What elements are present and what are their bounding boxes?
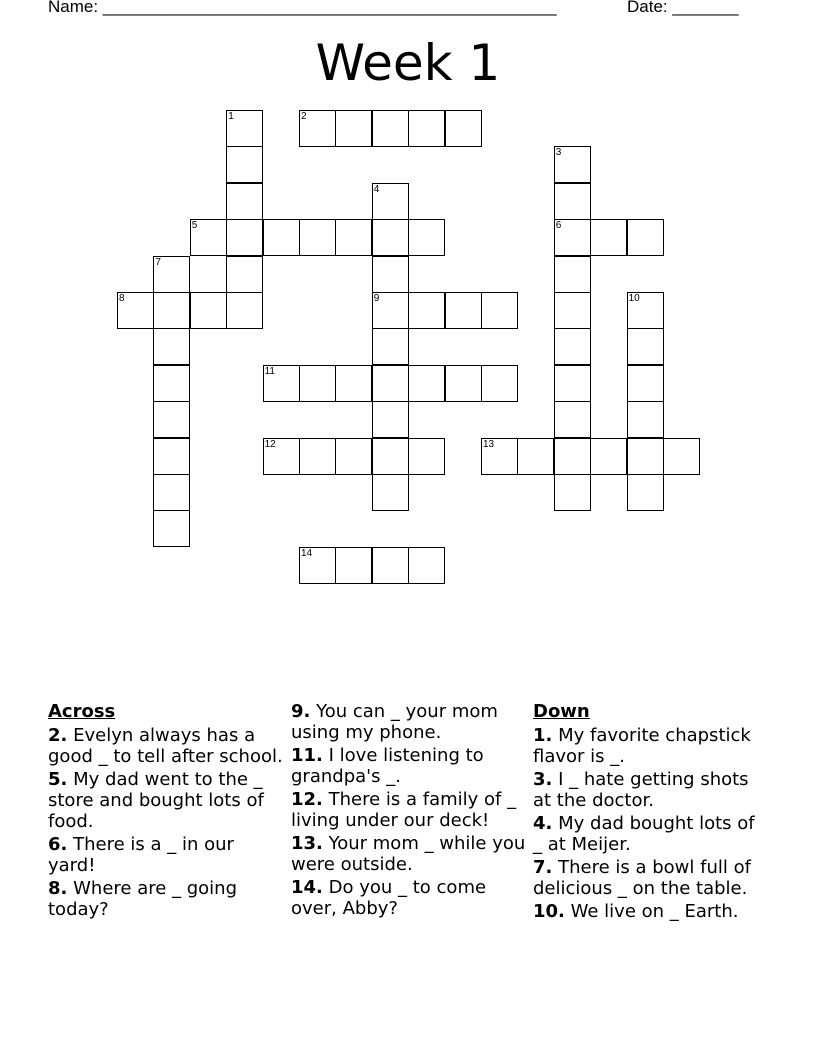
name-field[interactable]: Name: ________________________________________________ (48, 0, 557, 16)
clue-number: 2 (301, 111, 307, 122)
clue-number: 10 (628, 293, 640, 304)
clue-column-1 (48, 701, 283, 922)
clue-number: 3 (555, 147, 562, 159)
grid-cell[interactable] (226, 292, 263, 329)
grid-cell[interactable] (445, 292, 482, 329)
clue-across-13: 13. Your mom _ while you were outside. (291, 833, 526, 875)
grid-cell[interactable] (299, 110, 336, 147)
grid-cell[interactable] (153, 510, 190, 547)
grid-cell[interactable] (554, 219, 591, 256)
clue-down-1: 1. My favorite chapstick flavor is _. (533, 725, 751, 767)
grid-cell[interactable] (590, 438, 627, 475)
grid-cell[interactable] (335, 438, 372, 475)
across-heading: Across (48, 701, 116, 722)
grid-cell[interactable] (299, 547, 336, 584)
grid-cell[interactable] (153, 474, 190, 511)
clue-number: 7 (155, 256, 161, 268)
grid-cell[interactable] (226, 256, 263, 293)
grid-cell[interactable] (335, 365, 372, 402)
grid-cell[interactable] (372, 110, 409, 147)
grid-cell[interactable] (627, 219, 664, 256)
grid-cell[interactable] (372, 219, 409, 256)
grid-cell[interactable] (263, 219, 300, 256)
grid-cell[interactable] (481, 292, 518, 329)
grid-cell[interactable] (372, 328, 409, 365)
clue-column-3 (533, 701, 768, 924)
grid-cell[interactable] (408, 547, 445, 584)
grid-cell[interactable] (445, 365, 482, 402)
date-field[interactable]: Date: _______ (627, 0, 739, 16)
grid-cell[interactable] (372, 183, 409, 220)
clue-number: 1 (228, 111, 234, 122)
grid-cell[interactable] (190, 219, 227, 256)
grid-cell[interactable] (627, 474, 664, 511)
clue-number: 9 (373, 293, 380, 304)
grid-cell[interactable] (226, 110, 263, 147)
clue-across-6: 6. There is a _ in our yard! (48, 834, 234, 876)
grid-cell[interactable] (554, 401, 591, 438)
clue-across-5: 5. My dad went to the _ store and bought lots of food. (48, 769, 264, 832)
grid-cell[interactable] (408, 219, 445, 256)
clue-number: 4 (373, 183, 380, 195)
grid-cell[interactable] (627, 438, 664, 475)
grid-cell[interactable] (408, 438, 445, 475)
grid-cell[interactable] (335, 219, 372, 256)
grid-cell[interactable] (299, 365, 336, 402)
grid-cell[interactable] (263, 365, 300, 402)
grid-cell[interactable] (408, 365, 445, 402)
grid-cell[interactable] (226, 183, 263, 220)
clue-number: 14 (301, 547, 313, 559)
clue-down-3: 3. I _ hate getting shots at the doctor. (533, 769, 749, 811)
clue-down-4: 4. My dad bought lots of _ at Meijer. (533, 813, 755, 855)
clue-across-12: 12. There is a family of _ living under our deck! (291, 789, 517, 831)
grid-cell[interactable] (372, 547, 409, 584)
grid-cell[interactable] (372, 292, 409, 329)
grid-cell[interactable] (153, 438, 190, 475)
grid-cell[interactable] (153, 365, 190, 402)
grid-cell[interactable] (299, 438, 336, 475)
grid-cell[interactable] (517, 438, 554, 475)
grid-cell[interactable] (590, 219, 627, 256)
grid-cell[interactable] (372, 365, 409, 402)
clue-across-8: 8. Where are _ going today? (48, 878, 238, 920)
grid-cell[interactable] (554, 438, 591, 475)
grid-cell[interactable] (627, 292, 664, 329)
clue-number: 13 (483, 438, 495, 450)
clue-down-7: 7. There is a bowl full of delicious _ on the table. (533, 857, 751, 899)
clue-number: 6 (555, 220, 562, 232)
grid-cell[interactable] (153, 328, 190, 365)
grid-cell[interactable] (554, 183, 591, 220)
down-heading: Down (533, 701, 590, 722)
grid-cell[interactable] (153, 292, 190, 329)
grid-cell[interactable] (372, 438, 409, 475)
clue-across-14: 14. Do you _ to come over, Abby? (291, 877, 487, 919)
grid-cell[interactable] (554, 328, 591, 365)
grid-cell[interactable] (190, 292, 227, 329)
grid-cell[interactable] (554, 365, 591, 402)
grid-cell[interactable] (554, 292, 591, 329)
grid-cell[interactable] (481, 438, 518, 475)
clue-number: 5 (191, 220, 198, 232)
grid-cell[interactable] (299, 219, 336, 256)
grid-cell[interactable] (335, 547, 372, 584)
clue-across-2: 2. Evelyn always has a good _ to tell after school. (48, 725, 283, 767)
grid-cell[interactable] (445, 110, 482, 147)
page-title: Week 1 (315, 34, 501, 92)
grid-cell[interactable] (226, 219, 263, 256)
grid-cell[interactable] (372, 401, 409, 438)
grid-cell[interactable] (554, 256, 591, 293)
grid-cell[interactable] (554, 474, 591, 511)
grid-cell[interactable] (627, 401, 664, 438)
clue-down-10: 10. We live on _ Earth. (533, 901, 739, 922)
clue-number: 8 (119, 293, 125, 304)
grid-cell[interactable] (554, 146, 591, 183)
grid-cell[interactable] (408, 292, 445, 329)
grid-cell[interactable] (153, 401, 190, 438)
grid-cell[interactable] (663, 438, 700, 475)
grid-cell[interactable] (481, 365, 518, 402)
clue-across-11: 11. I love listening to grandpa's _. (291, 745, 484, 787)
clue-column-2 (291, 701, 526, 921)
grid-cell[interactable] (335, 110, 372, 147)
grid-cell[interactable] (372, 474, 409, 511)
grid-cell[interactable] (372, 256, 409, 293)
grid-cell[interactable] (153, 256, 190, 293)
grid-cell[interactable] (226, 146, 263, 183)
grid-cell[interactable] (627, 328, 664, 365)
grid-cell[interactable] (263, 438, 300, 475)
clue-number: 11 (264, 365, 275, 377)
grid-cell[interactable] (627, 365, 664, 402)
grid-cell[interactable] (408, 110, 445, 147)
clue-across-9: 9. You can _ your mom using my phone. (291, 701, 498, 743)
clue-number: 12 (264, 438, 276, 450)
grid-cell[interactable] (117, 292, 154, 329)
